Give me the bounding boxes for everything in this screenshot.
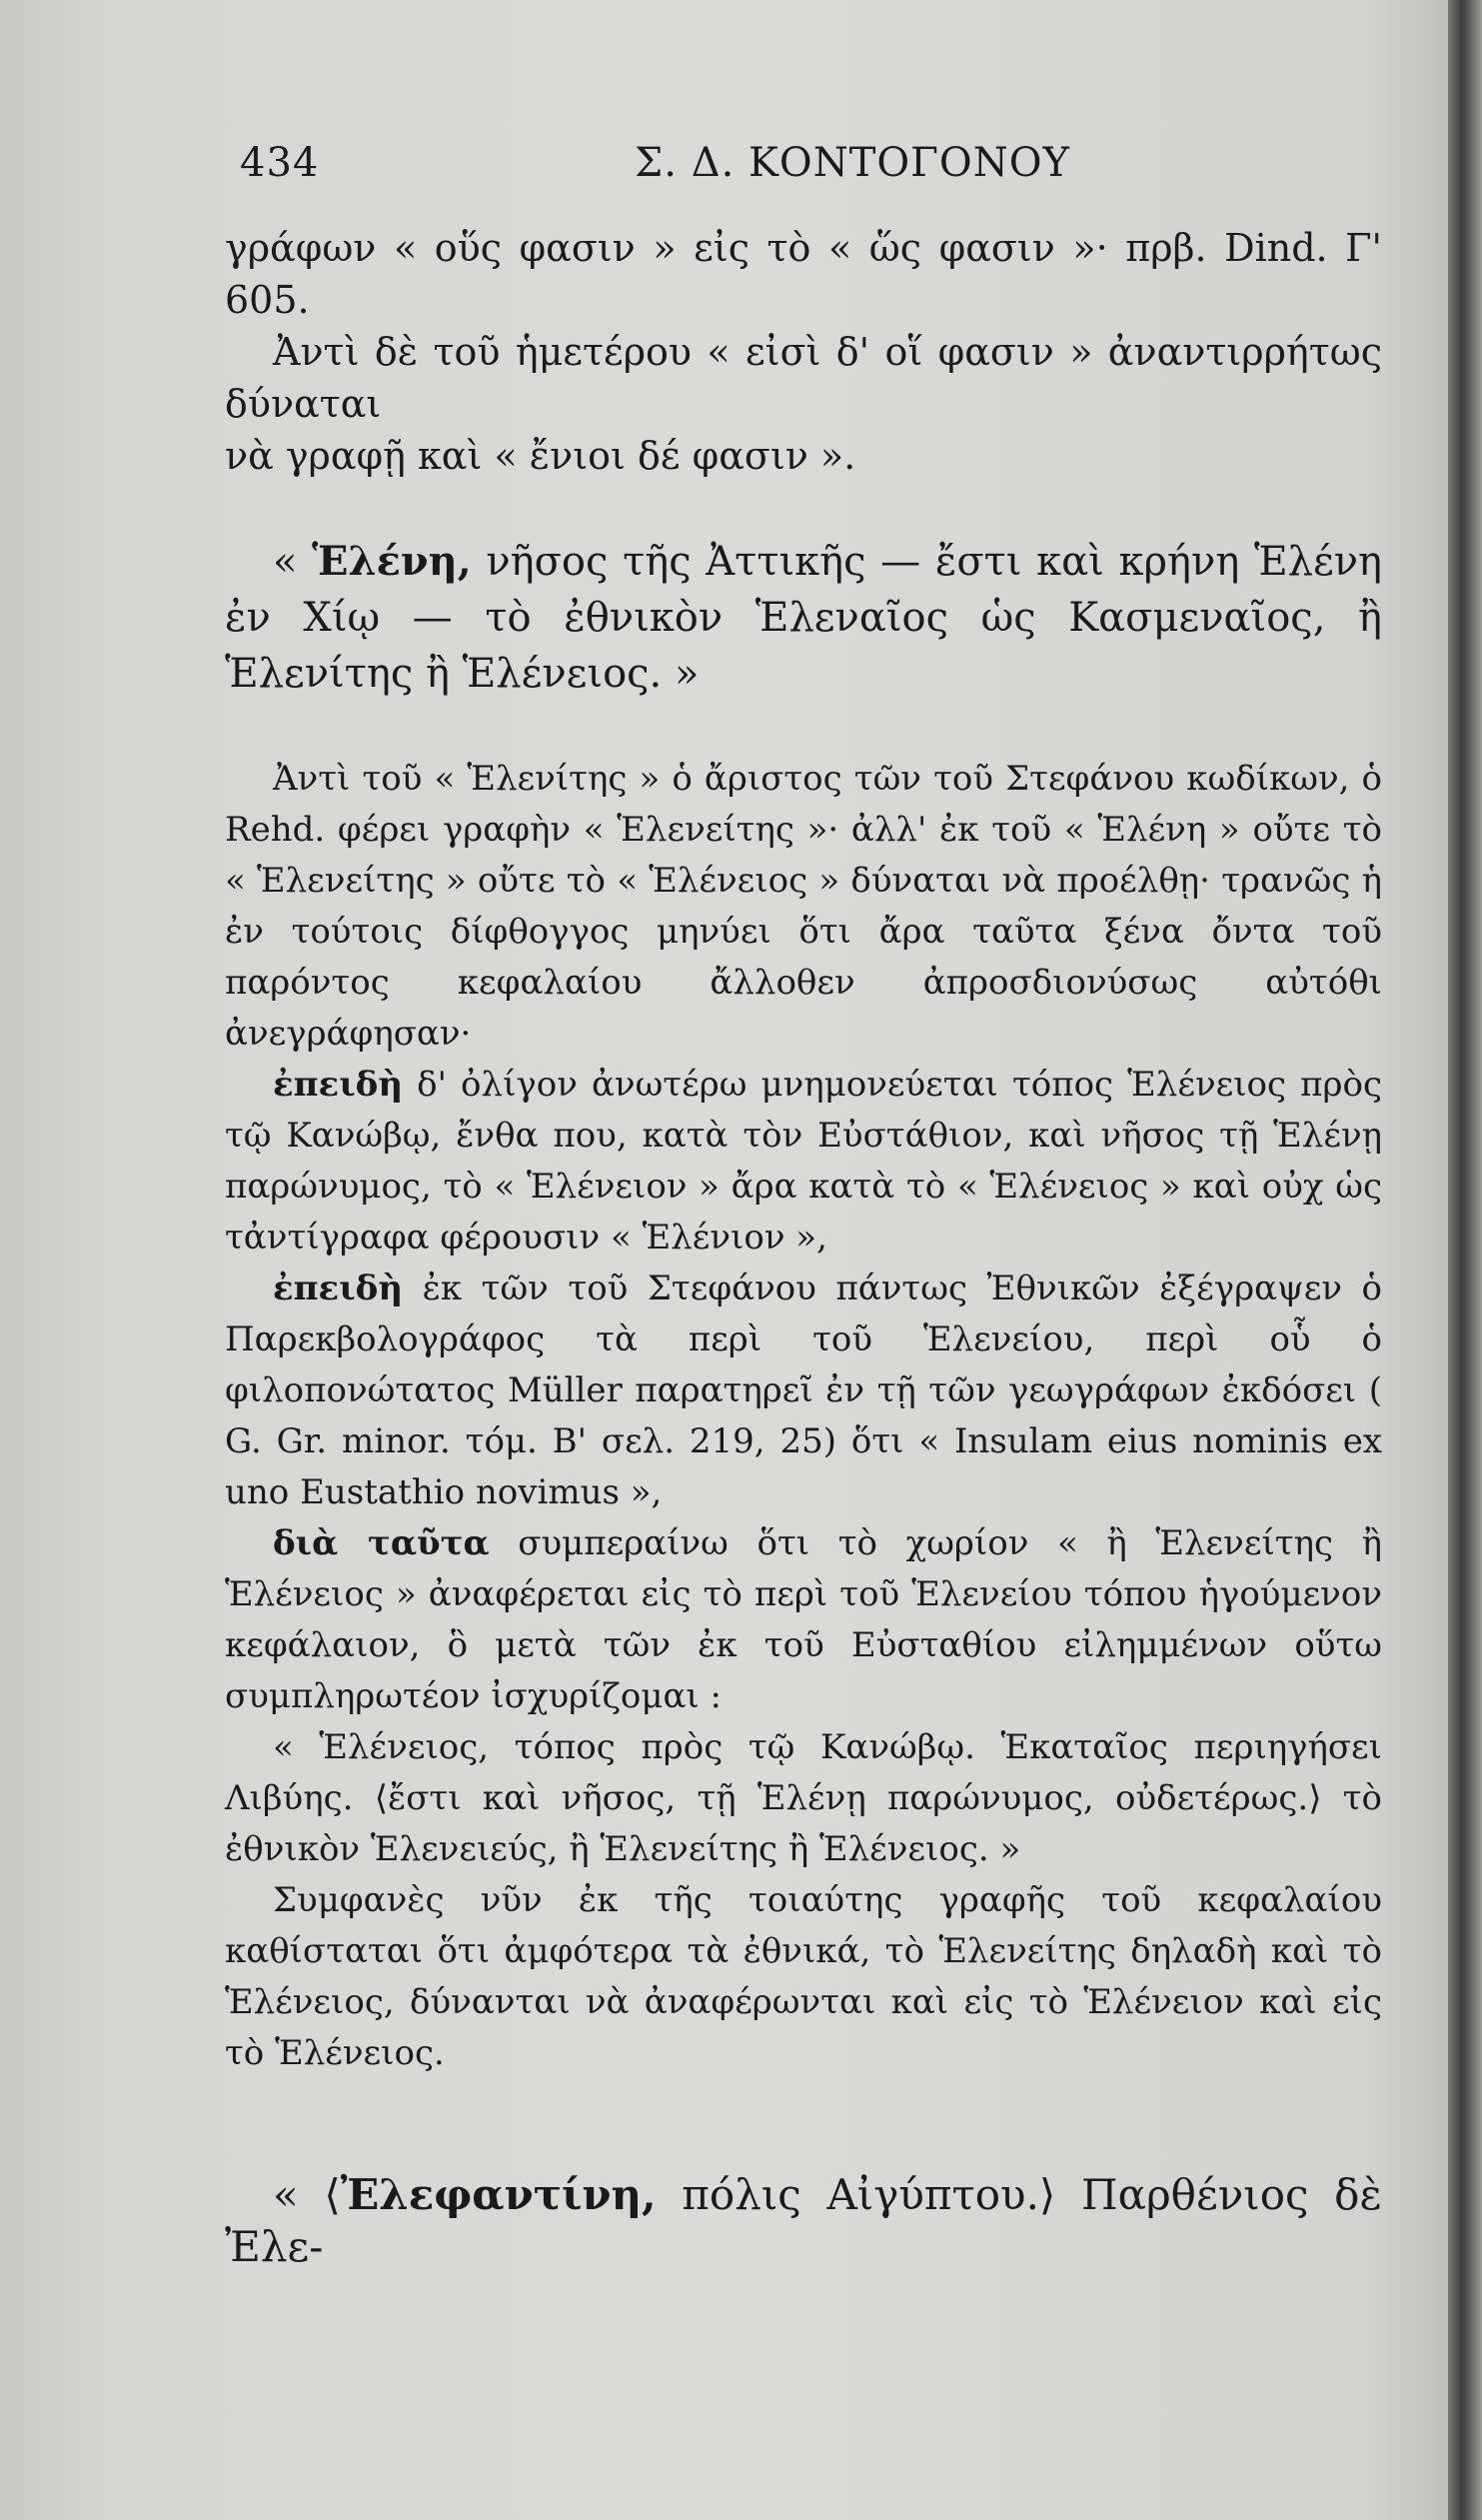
running-head: Σ. Δ. ΚΟΝΤΟΓΟΝΟΥ — [635, 140, 1070, 186]
conclusion-paragraph: Συμφανὲς νῦν ἐκ τῆς τοιαύτης γραφῆς τοῦ κεφαλαίου καθίσταται ὅτι ἀμφότερα τὰ ἐθνικά, τὸ Ἑλενείτης δηλαδὴ καὶ τὸ Ἑλένειος, δύνανται νὰ ἀναφέρωνται καὶ εἰς τὸ Ἑλένειον καὶ εἰς τὸ Ἑλένειος. — [225, 1880, 1382, 2073]
page-edge-shadow — [1448, 0, 1482, 2520]
commentary-paragraph: ἐπειδὴ δ' ὀλίγον ἀνωτέρω μνημονεύεται τόπος Ἑλένειος πρὸς τῷ Κανώβῳ, ἔνθα που, κατὰ τὸν Εὐστάθιον, καὶ νῆσος τῇ Ἑλένῃ παρώνυμος, τὸ « Ἑλένειον » ἄρα κατὰ τὸ « Ἑλένειος » καὶ οὐχ ὡς τἀντίγραφα φέρουσιν « Ἑλένιον », — [225, 1065, 1382, 1258]
commentary-paragraph: ἐπειδὴ ἐκ τῶν τοῦ Στεφάνου πάντως Ἐθνικῶν ἐξέγραψεν ὁ Παρεκβολογράφος τὰ περὶ τοῦ Ἑλενείου, περὶ οὗ ὁ φιλοπονώτατος Müller παρατηρεῖ ἐν τῇ τῶν γεωγράφων ἐκδόσει ( G. Gr. minor. τόμ. Β' σελ. 219, 25) ὅτι « Insulam eius nominis ex uno Eustathio novimus », — [225, 1268, 1382, 1512]
page-number: 434 — [240, 140, 320, 186]
text-line: γράφων « οὕς φασιν » εἰς τὸ « ὥς φασιν »· πρβ. Dind. Γ' 605. — [225, 226, 1382, 322]
lexicon-entry-helene: « Ἑλένη, νῆσος τῆς Ἀττικῆς — ἔστι καὶ κρήνη Ἑλένη ἐν Χίῳ — τὸ ἐθνικὸν Ἑλεναῖος ὡς Κασμεναῖος, ἢ Ἑλενίτης ἢ Ἑλένειος. » — [225, 538, 1383, 697]
entry-lemma: Ἐλεφαντίνη, — [340, 2170, 657, 2219]
commentary-paragraph: Ἀντὶ τοῦ « Ἑλενίτης » ὁ ἄριστος τῶν τοῦ Στεφάνου κωδίκων, ὁ Rehd. φέρει γραφὴν « Ἑλενείτης »· ἀλλ' ἐκ τοῦ « Ἑλένη » οὔτε τὸ « Ἑλενείτης » οὔτε τὸ « Ἑλένειος » δύναται νὰ προέλθῃ· τρανῶς ἡ ἐν τούτοις δίφθογγος μηνύει ὅτι ἄρα ταῦτα ξένα ὄντα τοῦ παρόντος κεφαλαίου ἄλλοθεν ἀπροσδιονύσως αὐτόθι ἀνεγράφησαν· — [225, 759, 1382, 1054]
paragraph-lead: διὰ ταῦτα — [273, 1523, 490, 1563]
entry-lemma: Ἑλένη, — [312, 538, 472, 585]
paragraph-lead: ἐπειδὴ — [273, 1065, 404, 1105]
paragraph-lead: ἐπειδὴ — [273, 1268, 404, 1308]
restored-entry: « Ἑλένειος, τόπος πρὸς τῷ Κανώβῳ. Ἑκαταῖος περιηγήσει Λιβύης. ⟨ἔστι καὶ νῆσος, τῇ Ἑλένῃ παρώνυμος, οὐδετέρως.⟩ τὸ ἐθνικὸν Ἑλενειεύς, ἢ Ἑλενείτης ἢ Ἑλένειος. » — [225, 1727, 1382, 1869]
lexicon-entry-elephantine: « ⟨Ἐλεφαντίνη, πόλις Αἰγύπτου.⟩ Παρθένιος δὲ Ἐλε- — [225, 2170, 1383, 2271]
intro-paragraph — [225, 222, 1382, 482]
entry-text: πόλις Αἰγύπτου.⟩ Παρθένιος δὲ Ἐλε- — [225, 2170, 1383, 2271]
page-body — [225, 222, 1382, 2273]
commentary-paragraph: διὰ ταῦτα συμπεραίνω ὅτι τὸ χωρίον « ἢ Ἑλενείτης ἢ Ἑλένειος » ἀναφέρεται εἰς τὸ περὶ τοῦ Ἑλενείου τόπου ἡγούμενον κεφάλαιον, ὃ μετὰ τῶν ἐκ τοῦ Εὐσταθίου εἰλημμένων οὕτω συμπληρωτέον ἰσχυρίζομαι : — [225, 1523, 1382, 1716]
text-line: Ἀντὶ δὲ τοῦ ἡμετέρου « εἰσὶ δ' οἵ φασιν » ἀναντιρρήτως δύναται — [225, 330, 1382, 426]
text-line: νὰ γραφῇ καὶ « ἔνιοι δέ φασιν ». — [225, 434, 856, 478]
entry-text: νῆσος τῆς Ἀττικῆς — ἔστι καὶ κρήνη Ἑλένη ἐν Χίῳ — τὸ ἐθνικὸν Ἑλεναῖος ὡς Κασμεναῖος, ἢ Ἑλενίτης ἢ Ἑλένειος. » — [225, 539, 1383, 697]
